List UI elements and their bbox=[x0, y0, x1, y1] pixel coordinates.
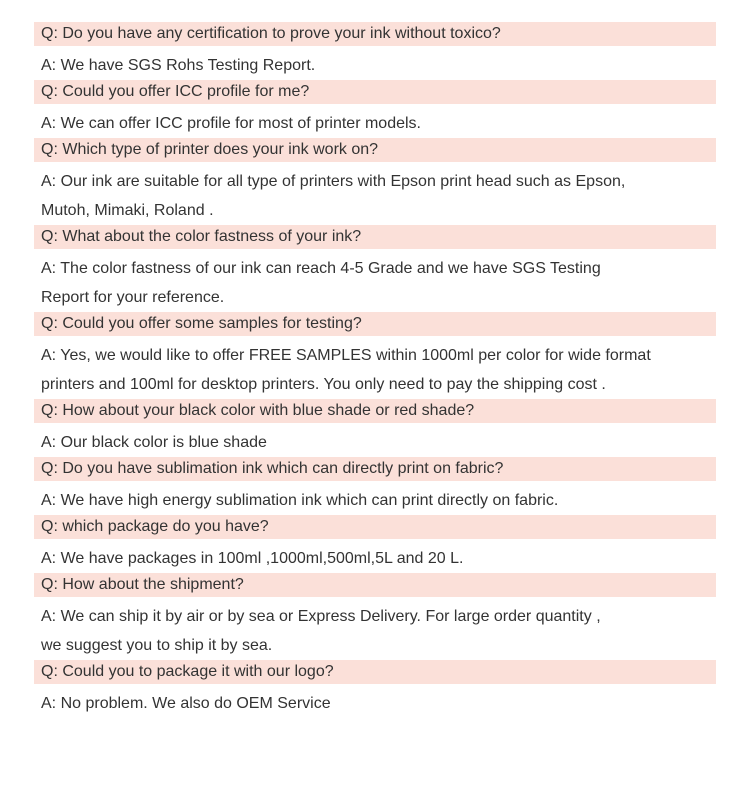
faq-answer-line: we suggest you to ship it by sea. bbox=[41, 637, 273, 654]
faq-answer-line: A: No problem. We also do OEM Service bbox=[41, 695, 331, 712]
faq-answer bbox=[34, 544, 716, 573]
faq-question: Q: Could you to package it with our logo? bbox=[34, 660, 716, 684]
faq-answer-line: A: The color fastness of our ink can reach 4-5 Grade and we have SGS Testing bbox=[41, 260, 601, 277]
faq-item-certification bbox=[34, 22, 716, 80]
faq-answer bbox=[34, 341, 716, 399]
faq-answer-line: Mutoh, Mimaki, Roland . bbox=[41, 202, 214, 219]
faq-question: Q: How about the shipment? bbox=[34, 573, 716, 597]
faq-answer-line: Report for your reference. bbox=[41, 289, 225, 306]
faq-question: Q: which package do you have? bbox=[34, 515, 716, 539]
faq-question: Q: Could you offer ICC profile for me? bbox=[34, 80, 716, 104]
faq-answer-line: A: We have SGS Rohs Testing Report. bbox=[41, 57, 316, 74]
faq-question: Q: What about the color fastness of your ink? bbox=[34, 225, 716, 249]
faq-item-printer-type bbox=[34, 138, 716, 225]
faq-item-logo bbox=[34, 660, 716, 718]
faq-question: Q: How about your black color with blue shade or red shade? bbox=[34, 399, 716, 423]
faq-answer-line: A: We can offer ICC profile for most of printer models. bbox=[41, 115, 421, 132]
faq-answer bbox=[34, 428, 716, 457]
faq-answer-line: A: We have high energy sublimation ink which can print directly on fabric. bbox=[41, 492, 559, 509]
faq-answer bbox=[34, 109, 716, 138]
faq-item-sublimation bbox=[34, 457, 716, 515]
faq-answer bbox=[34, 602, 716, 660]
faq-item-samples bbox=[34, 312, 716, 399]
faq-answer-line: A: We can ship it by air or by sea or Express Delivery. For large order quantity , bbox=[41, 608, 601, 625]
faq-question: Q: Could you offer some samples for testing? bbox=[34, 312, 716, 336]
faq-answer-line: A: We have packages in 100ml ,1000ml,500ml,5L and 20 L. bbox=[41, 550, 464, 567]
faq-item-shipment bbox=[34, 573, 716, 660]
faq-item-color-fastness bbox=[34, 225, 716, 312]
faq-item-package bbox=[34, 515, 716, 573]
faq-answer bbox=[34, 51, 716, 80]
faq-question: Q: Do you have any certification to prove your ink without toxico? bbox=[34, 22, 716, 46]
faq-item-icc-profile bbox=[34, 80, 716, 138]
faq-answer bbox=[34, 689, 716, 718]
faq-answer-line: A: Our black color is blue shade bbox=[41, 434, 267, 451]
faq-item-black-shade bbox=[34, 399, 716, 457]
faq-answer bbox=[34, 167, 716, 225]
faq-answer-line: A: Our ink are suitable for all type of printers with Epson print head such as Epson, bbox=[41, 173, 626, 190]
faq-answer-line: A: Yes, we would like to offer FREE SAMPLES within 1000ml per color for wide format bbox=[41, 347, 651, 364]
faq-answer-line: printers and 100ml for desktop printers. You only need to pay the shipping cost . bbox=[41, 376, 606, 393]
faq-question: Q: Which type of printer does your ink work on? bbox=[34, 138, 716, 162]
faq-question: Q: Do you have sublimation ink which can directly print on fabric? bbox=[34, 457, 716, 481]
faq-answer bbox=[34, 254, 716, 312]
faq-answer bbox=[34, 486, 716, 515]
faq-list bbox=[34, 22, 716, 718]
